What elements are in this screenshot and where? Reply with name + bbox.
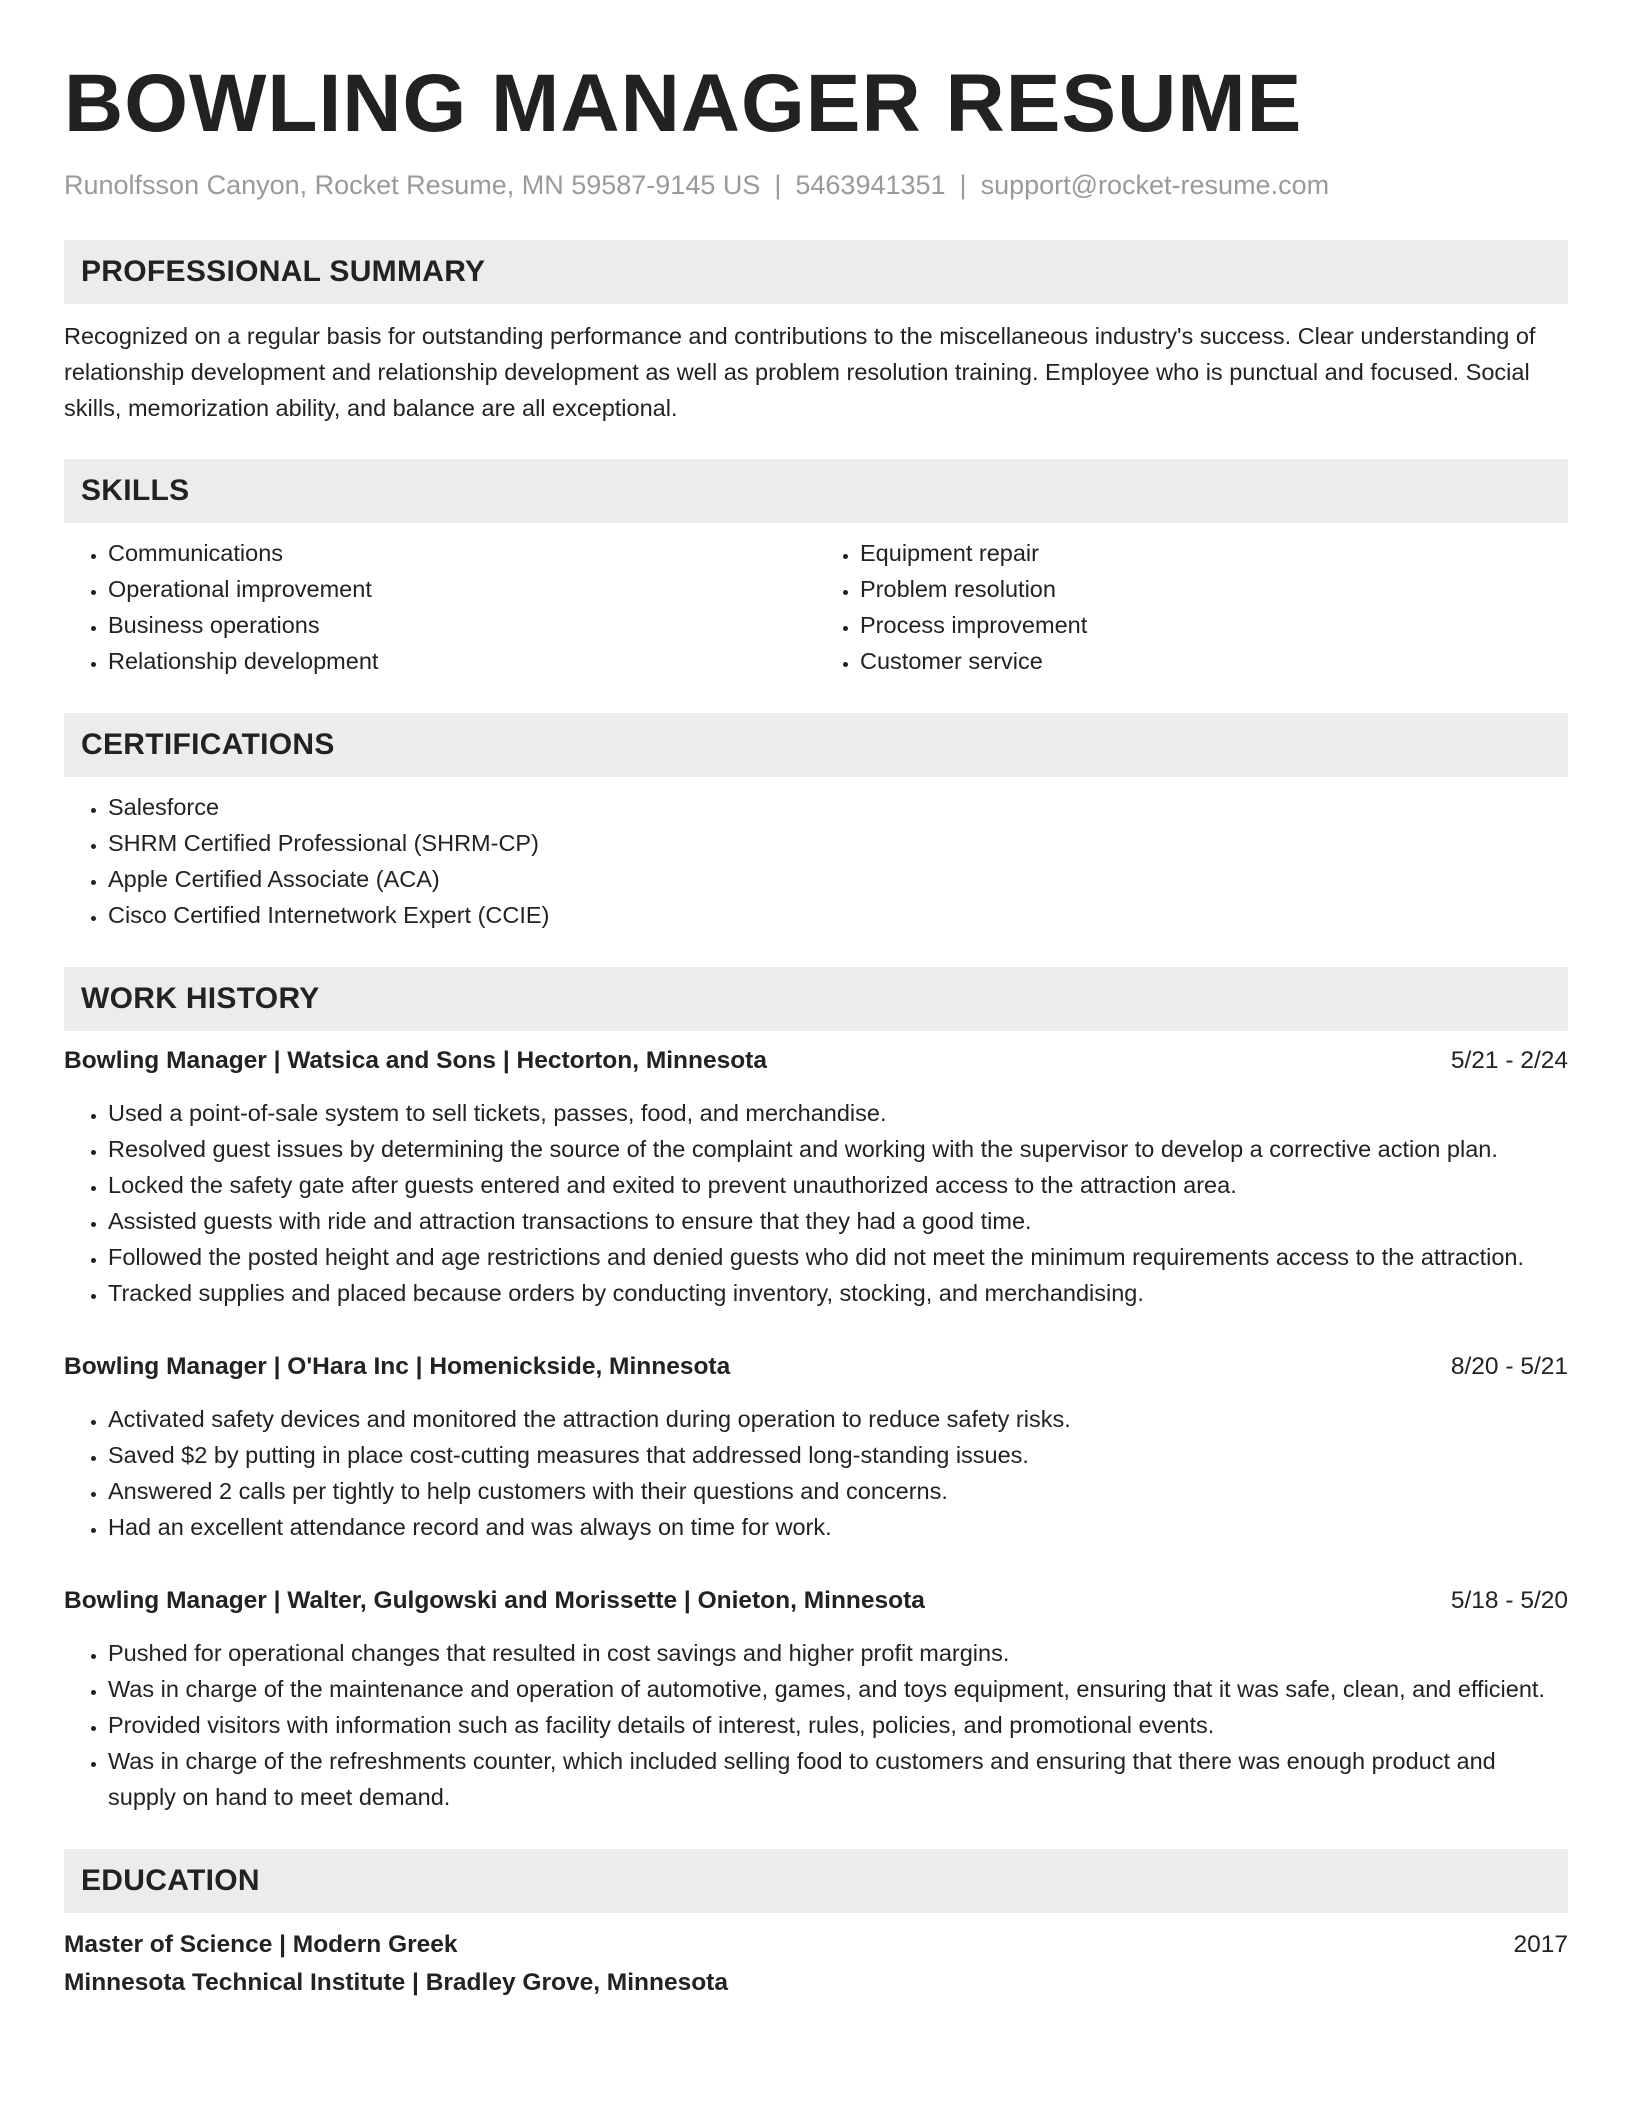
resume-title: BOWLING MANAGER RESUME	[64, 58, 1303, 149]
section-heading: PROFESSIONAL SUMMARY	[64, 240, 1568, 304]
job-bullet: • Activated safety devices and monitored the attraction during operation to reduce safety risks.	[108, 1401, 1568, 1437]
job-bullet: • Used a point-of-sale system to sell tickets, passes, food, and merchandise.	[108, 1095, 1568, 1131]
certification-item: • SHRM Certified Professional (SHRM-CP)	[108, 825, 1568, 861]
certification-item: • Salesforce	[108, 789, 1568, 825]
job-entry	[64, 1583, 1568, 1815]
job-bullet: • Followed the posted height and age restrictions and denied guests who did not meet the minimum requirements access to the attraction.	[108, 1239, 1568, 1275]
skill-item: • Customer service	[860, 643, 1568, 679]
job-bullet: • Tracked supplies and placed because orders by conducting inventory, stocking, and merchandising.	[108, 1275, 1568, 1311]
education-year: 2017	[1513, 1931, 1568, 1958]
skills-columns	[64, 535, 1568, 679]
skill-item: • Operational improvement	[108, 571, 816, 607]
section-heading: WORK HISTORY	[64, 967, 1568, 1031]
skill-item: • Equipment repair	[860, 535, 1568, 571]
skill-item: • Communications	[108, 535, 816, 571]
job-header	[64, 1583, 1568, 1619]
summary-section	[64, 240, 1568, 426]
job-bullets	[64, 1095, 1568, 1311]
skill-item: • Relationship development	[108, 643, 816, 679]
contact-separator: |	[959, 170, 967, 200]
section-heading: CERTIFICATIONS	[64, 713, 1568, 777]
certifications-section	[64, 713, 1568, 933]
summary-text: Recognized on a regular basis for outstanding performance and contributions to the miscellaneous industry's success. Clear understanding of relationship development and relationship development as well as problem resolution training. Employee who is punctual and focused. Social skills, memorization ability, and balance are all exceptional.	[64, 323, 1536, 421]
job-dates: 5/21 - 2/24	[1450, 1047, 1568, 1074]
skill-item: • Problem resolution	[860, 571, 1568, 607]
job-heading: Bowling Manager | O'Hara Inc | Homenickside, Minnesota	[64, 1353, 731, 1380]
certification-item: • Cisco Certified Internetwork Expert (CCIE)	[108, 897, 1568, 933]
job-header	[64, 1043, 1568, 1079]
education-school: Minnesota Technical Institute | Bradley Grove, Minnesota	[64, 1969, 728, 1996]
skill-item: • Business operations	[108, 607, 816, 643]
education-degree: Master of Science | Modern Greek	[64, 1931, 458, 1958]
job-heading: Bowling Manager | Walter, Gulgowski and Morissette | Onieton, Minnesota	[64, 1587, 925, 1614]
work-history-section	[64, 967, 1568, 1815]
contact-line	[64, 168, 1568, 202]
education-header	[64, 1927, 1568, 1963]
job-bullets	[64, 1401, 1568, 1545]
contact-email: support@rocket-resume.com	[980, 170, 1330, 200]
job-entry	[64, 1349, 1568, 1545]
job-bullet: • Locked the safety gate after guests entered and exited to prevent unauthorized access to the attraction area.	[108, 1167, 1568, 1203]
job-bullet: • Was in charge of the refreshments counter, which included selling food to customers and ensuring that there was enough product and supply on hand to meet demand.	[108, 1743, 1568, 1815]
education-entry	[64, 1927, 1568, 2001]
contact-separator: |	[774, 170, 782, 200]
job-bullet: • Was in charge of the maintenance and operation of automotive, games, and toys equipment, ensuring that it was safe, clean, and efficient.	[108, 1671, 1568, 1707]
job-bullet: • Assisted guests with ride and attraction transactions to ensure that they had a good time.	[108, 1203, 1568, 1239]
skills-section	[64, 459, 1568, 679]
job-bullet: • Resolved guest issues by determining the source of the complaint and working with the supervisor to develop a corrective action plan.	[108, 1131, 1568, 1167]
job-header	[64, 1349, 1568, 1385]
certification-item: • Apple Certified Associate (ACA)	[108, 861, 1568, 897]
job-bullet: • Had an excellent attendance record and was always on time for work.	[108, 1509, 1568, 1545]
contact-address: Runolfsson Canyon, Rocket Resume, MN 59587-9145 US	[64, 170, 761, 200]
job-heading: Bowling Manager | Watsica and Sons | Hectorton, Minnesota	[64, 1047, 767, 1074]
section-heading: SKILLS	[64, 459, 1568, 523]
contact-phone: 5463941351	[795, 170, 946, 200]
job-bullet: • Saved $2 by putting in place cost-cutting measures that addressed long-standing issues.	[108, 1437, 1568, 1473]
job-bullets	[64, 1635, 1568, 1815]
skills-list-left	[64, 535, 816, 679]
certifications-list	[64, 789, 1568, 933]
education-section	[64, 1849, 1568, 2001]
job-dates: 5/18 - 5/20	[1450, 1587, 1568, 1614]
job-bullet: • Pushed for operational changes that resulted in cost savings and higher profit margins.	[108, 1635, 1568, 1671]
job-entry	[64, 1043, 1568, 1311]
section-heading: EDUCATION	[64, 1849, 1568, 1913]
skill-item: • Process improvement	[860, 607, 1568, 643]
skills-list-right	[816, 535, 1568, 679]
job-bullet: • Answered 2 calls per tightly to help customers with their questions and concerns.	[108, 1473, 1568, 1509]
job-dates: 8/20 - 5/21	[1450, 1353, 1568, 1380]
job-bullet: • Provided visitors with information such as facility details of interest, rules, policies, and promotional events.	[108, 1707, 1568, 1743]
